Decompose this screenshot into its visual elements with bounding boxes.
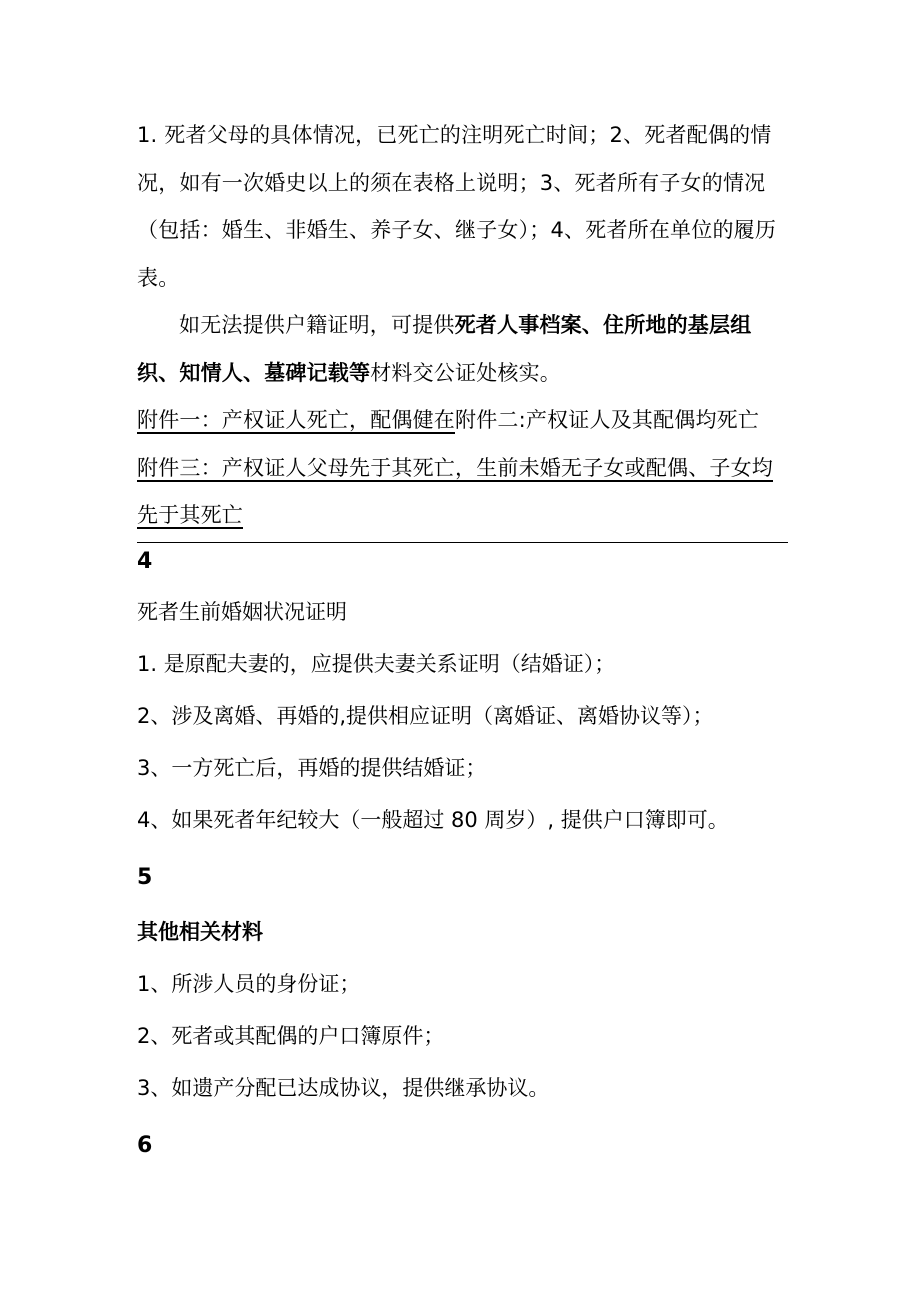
section-4-item: 1. 是原配夫妻的，应提供夫妻关系证明（结婚证）； <box>137 651 616 676</box>
alternative-proof-paragraph <box>137 302 787 397</box>
section-4-number: 4 <box>137 548 153 574</box>
alternative-proof-bold: 死者人事档案、住所地的基层组织、知情人、墓碑记载等 <box>137 313 752 385</box>
attachments-line <box>137 397 787 540</box>
section-4-item: 4、如果死者年纪较大（一般超过 80 周岁）, 提供户口簿即可。 <box>137 807 729 832</box>
intro-paragraph: 1. 死者父母的具体情况，已死亡的注明死亡时间；2、死者配偶的情况，如有一次婚史以上的须在表格上说明；3、死者所有子女的情况（包括：婚生、非婚生、养子女、继子女）；4、死者所在单位的履历表。 <box>137 123 777 290</box>
section-divider <box>137 542 788 543</box>
attachment-2-text: 附件二:产权证人及其配偶均死亡 <box>455 408 760 432</box>
section-4-item: 2、涉及离婚、再婚的,提供相应证明（离婚证、离婚协议等）； <box>137 703 714 728</box>
document-page <box>137 112 787 1161</box>
section-5-number: 5 <box>137 864 153 890</box>
attachment-1-link[interactable]: 附件一：产权证人死亡，配偶健在 <box>137 408 455 432</box>
section-4-title: 死者生前婚姻状况证明 <box>137 599 347 624</box>
section-5-item: 3、如遗产分配已达成协议，提供继承协议。 <box>137 1075 550 1100</box>
section-5-title: 其他相关材料 <box>137 919 263 944</box>
section-5-item: 2、死者或其配偶的户口簿原件； <box>137 1023 445 1048</box>
section-4-item: 3、一方死亡后，再婚的提供结婚证； <box>137 755 487 780</box>
attachment-3-link[interactable]: 附件三：产权证人父母先于其死亡，生前未婚无子女或配偶、子女均先于其死亡 <box>137 455 773 527</box>
alternative-proof-prefix: 如无法提供户籍证明，可提供 <box>179 313 455 337</box>
section-5-item: 1、所涉人员的身份证； <box>137 971 361 996</box>
alternative-proof-suffix: 材料交公证处核实。 <box>370 360 562 385</box>
section-6-number: 6 <box>137 1132 153 1158</box>
